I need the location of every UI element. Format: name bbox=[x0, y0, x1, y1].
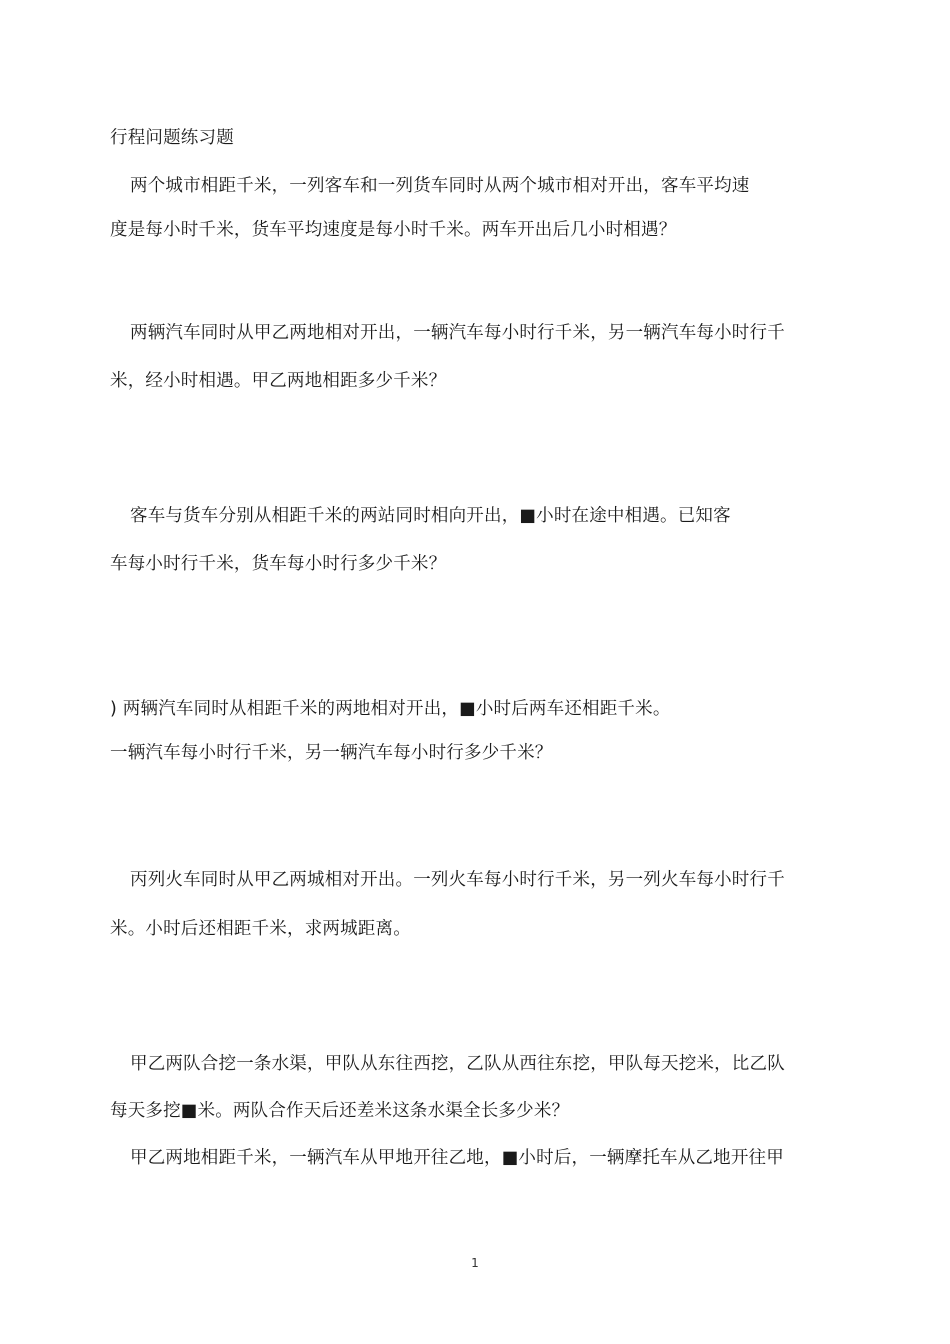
problem-2-line-2: 米，经小时相遇。甲乙两地相距多少千米？ bbox=[110, 371, 447, 391]
problem-3-line-1: 客车与货车分别从相距千米的两站同时相向开出，■小时在途中相遇。已知客 bbox=[130, 506, 731, 526]
problem-5-line-1: 丙列火车同时从甲乙两城相对开出。一列火车每小时行千米，另一列火车每小时行千 bbox=[130, 870, 785, 890]
problem-1-line-1: 两个城市相距千米，一列客车和一列货车同时从两个城市相对开出，客车平均速 bbox=[130, 176, 750, 196]
problem-6-line-2: 每天多挖■米。两队合作天后还差米这条水渠全长多少米？ bbox=[110, 1101, 570, 1121]
problem-2-line-1: 两辆汽车同时从甲乙两地相对开出，一辆汽车每小时行千米，另一辆汽车每小时行千 bbox=[130, 323, 785, 343]
problem-7-line-1: 甲乙两地相距千米，一辆汽车从甲地开往乙地，■小时后，一辆摩托车从乙地开往甲 bbox=[130, 1148, 784, 1168]
page-number: 1 bbox=[471, 1256, 479, 1270]
problem-3-line-2: 车每小时行千米，货车每小时行多少千米？ bbox=[110, 554, 447, 574]
problem-1-line-2: 度是每小时千米，货车平均速度是每小时千米。两车开出后几小时相遇？ bbox=[110, 220, 677, 240]
document-title: 行程问题练习题 bbox=[110, 128, 234, 148]
problem-4-line-1: ) 两辆汽车同时从相距千米的两地相对开出，■小时后两车还相距千米。 bbox=[110, 699, 671, 719]
problem-5-line-2: 米。小时后还相距千米，求两城距离。 bbox=[110, 919, 411, 939]
problem-4-line-2: 一辆汽车每小时行千米，另一辆汽车每小时行多少千米？ bbox=[110, 743, 553, 763]
problem-6-line-1: 甲乙两队合挖一条水渠，甲队从东往西挖，乙队从西往东挖，甲队每天挖米，比乙队 bbox=[130, 1054, 785, 1074]
